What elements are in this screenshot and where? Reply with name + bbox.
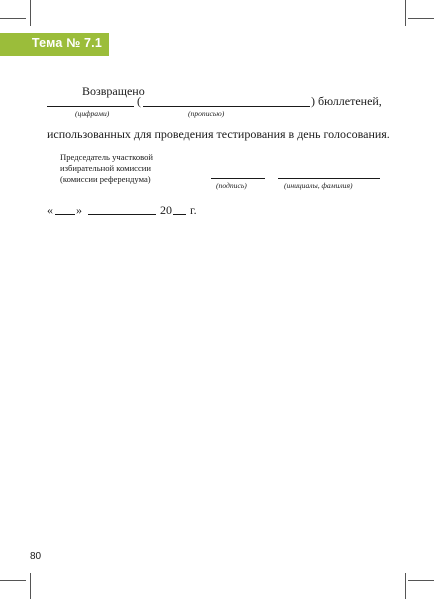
crop-mark	[30, 573, 31, 599]
chairman-title-1: Председатель участковой	[60, 152, 154, 162]
crop-mark	[0, 18, 26, 19]
day-blank	[55, 214, 75, 215]
signature-blank	[211, 178, 265, 179]
open-paren: (	[137, 94, 141, 108]
topic-label: Тема № 7.1	[31, 36, 102, 50]
crop-mark	[408, 18, 434, 19]
crop-mark	[0, 580, 26, 581]
page-number: 80	[30, 551, 42, 562]
year-suffix: г.	[190, 203, 197, 217]
crop-mark	[405, 0, 406, 26]
chairman-title-3: (комиссии референдума)	[60, 174, 151, 184]
date-close-quote: »	[76, 203, 82, 217]
chairman-title-2: избирательной комиссии	[60, 163, 152, 173]
returned-label: Возвращено	[82, 84, 145, 98]
crop-mark	[405, 573, 406, 599]
words-blank	[143, 106, 310, 107]
hint-digits: (цифрами)	[75, 109, 110, 118]
topic-banner	[0, 33, 109, 56]
year-prefix: 20	[160, 203, 172, 217]
name-blank	[278, 178, 380, 179]
ballots-suffix: ) бюллетеней,	[311, 94, 382, 108]
crop-mark	[30, 0, 31, 26]
hint-name: (инициалы, фамилия)	[284, 181, 353, 190]
crop-mark	[408, 580, 434, 581]
month-blank	[88, 214, 156, 215]
hint-words: (прописью)	[188, 109, 225, 118]
usage-text: использованных для проведения тестирования в день голосования.	[47, 127, 390, 141]
year-blank	[173, 214, 186, 215]
hint-signature: (подпись)	[216, 181, 247, 190]
digits-blank	[47, 106, 134, 107]
date-open-quote: «	[47, 203, 53, 217]
